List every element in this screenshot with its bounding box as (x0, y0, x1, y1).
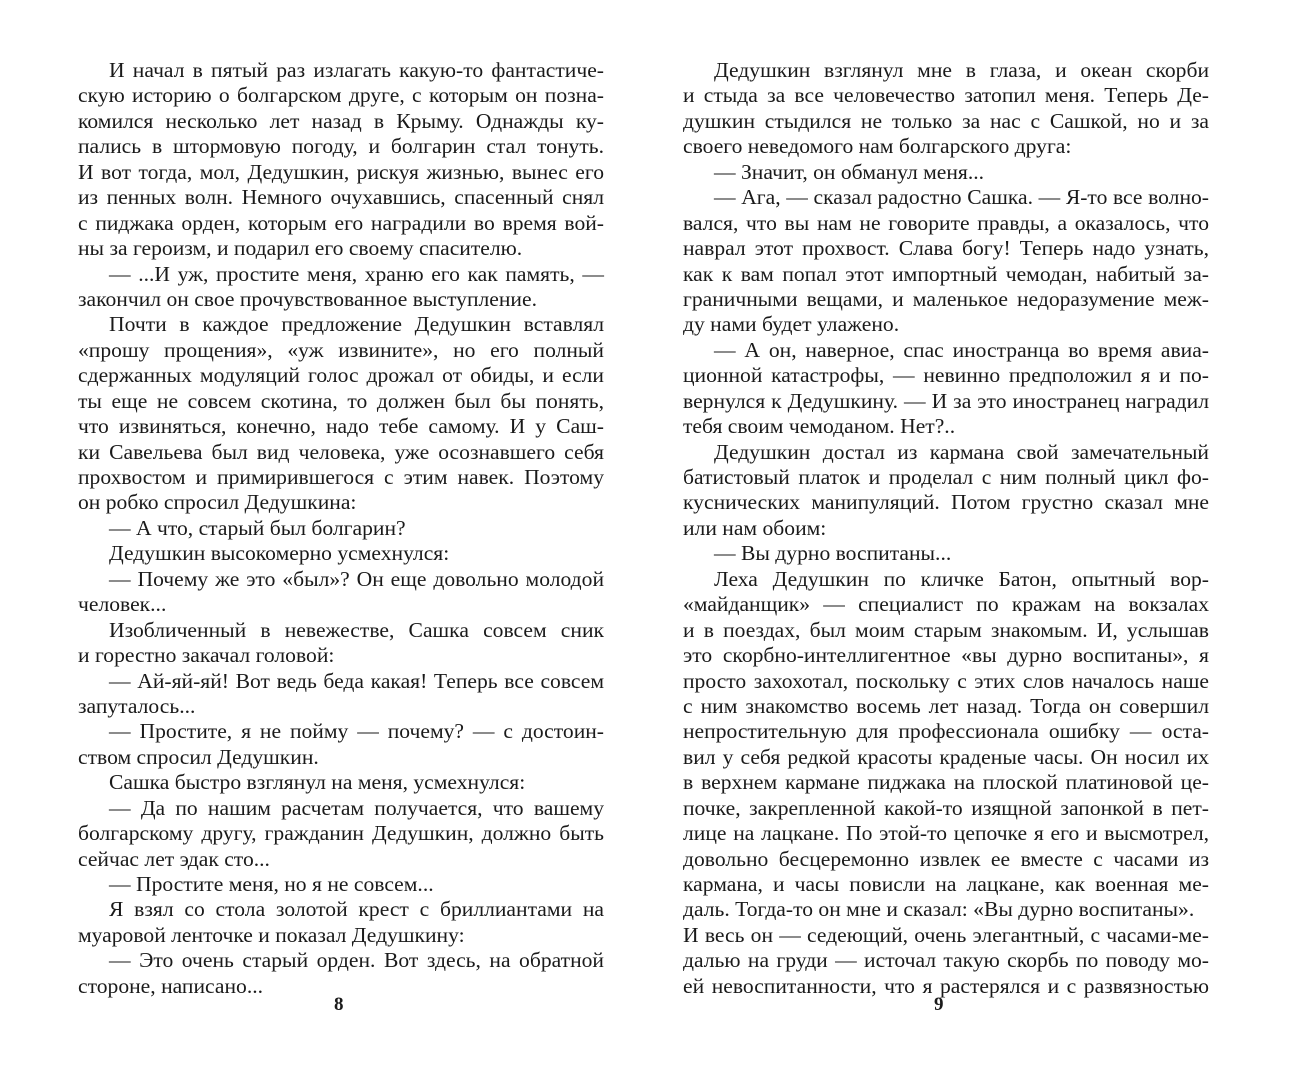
text-line: Почти в каждое предложение Дедушкин вставлял (109, 312, 604, 337)
text-line: как к вам попал этот импортный чемодан, набитый за- (683, 261, 1209, 286)
text-line: вернулся к Дедушкину. — И за это иностранец наградил (683, 388, 1209, 413)
text-line: что извиняться, конечно, надо тебе самому. И у Саш- (78, 414, 604, 439)
text-line: скую историю о болгарском друге, с которым он позна- (78, 83, 604, 108)
text-line: наврал этот прохвост. Слава богу! Теперь надо узнать, (683, 236, 1209, 261)
text-line: куснических манипуляций. Потом грустно сказал мне (683, 490, 1209, 515)
text-line: непростительную для профессионала ошибку — оста- (683, 719, 1209, 744)
page-number-right: 9 (934, 994, 944, 1015)
text-line: — А что, старый был болгарин? (109, 515, 406, 540)
text-line: далью на груди — источал такую скорбь по поводу мо- (683, 948, 1209, 973)
text-line: стороне, написано... (78, 973, 264, 998)
text-line: — Почему же это «был»? Он еще довольно молодой (109, 566, 604, 591)
text-line: сдержанных модуляций голос дрожал от обиды, и если (78, 363, 604, 388)
text-line: или нам обоим: (683, 515, 827, 540)
text-line: сейчас лет эдак сто... (78, 846, 270, 871)
text-line: — Ай-яй-яй! Вот ведь беда какая! Теперь все совсем (109, 668, 604, 693)
text-line: это скорбно-интеллигентное «вы дурно воспитаны», я (683, 643, 1209, 668)
text-line: И весь он — седеющий, очень элегантный, с часами-ме- (683, 922, 1209, 947)
page-number-left: 8 (334, 994, 344, 1015)
text-line: Леха Дедушкин по кличке Батон, опытный вор- (714, 566, 1209, 591)
text-line: Я взял со стола золотой крест с бриллиантами на (109, 897, 604, 922)
text-line: в верхнем кармане пиджака на плоской платиновой це- (683, 770, 1209, 795)
text-line: — Простите меня, но я не совсем... (109, 872, 434, 896)
text-line: батистовый платок и проделал с ним полный цикл фо- (683, 465, 1209, 489)
text-line: и стыда за все человечество затопил меня. Теперь Де- (683, 83, 1209, 108)
text-line: «прошу прощения», «уж извините», но его полный (78, 337, 604, 362)
text-line: пались в штормовую погоду, и болгарин стал тонуть. (78, 134, 604, 159)
left-page (78, 58, 604, 999)
text-line: — Это очень старый орден. Вот здесь, на обратной (109, 948, 604, 973)
text-line: довольно бесцеремонно извлек ее вместе с часами из (683, 846, 1209, 871)
text-line: — Ага, — сказал радостно Сашка. — Я-то все волно- (714, 185, 1209, 210)
text-line: ей невоспитанности, что я растерялся и с развязностью (683, 973, 1209, 998)
text-line: тебя своим чемоданом. Нет?.. (683, 414, 956, 439)
text-line: ционной катастрофы, — невинно предположил я и по- (683, 363, 1209, 388)
text-line: прохвостом и примирившегося с этим навек. Поэтому (78, 465, 604, 489)
text-line: — А он, наверное, спас иностранца во время авиа- (714, 337, 1209, 362)
text-line: ду нами будет улажено. (683, 312, 900, 337)
text-line: «майданщик» — специалист по кражам на вокзалах (683, 592, 1209, 617)
text-line: И начал в пятый раз излагать какую-то фантастиче- (109, 58, 604, 82)
text-line: он робко спросил Дедушкина: (78, 490, 357, 515)
text-line: ны за героизм, и подарил его своему спасителю. (78, 236, 523, 261)
text-line: — Значит, он обманул меня... (714, 159, 985, 184)
text-line: Сашка быстро взглянул на меня, усмехнулся: (109, 770, 526, 795)
text-line: — Вы дурно воспитаны... (714, 541, 952, 566)
text-line: Дедушкин взглянул мне в глаза, и океан скорби (714, 58, 1209, 82)
text-line: своего неведомого нам болгарского друга: (683, 134, 1072, 159)
text-line: с ним знакомство восемь лет назад. Тогда он совершил (683, 693, 1209, 718)
text-line: лице на лацкане. По этой-то цепочке я его и высмотрел, (683, 821, 1209, 846)
text-line: болгарскому другу, гражданин Дедушкин, должно быть (78, 821, 604, 846)
text-line: душкин стыдился не только за нас с Сашкой, но и за (683, 108, 1209, 133)
text-line: И вот тогда, мол, Дедушкин, рискуя жизнью, вынес его (78, 159, 604, 184)
text-line: — ...И уж, простите меня, храню его как память, — (109, 261, 604, 286)
text-line: вил у себя редкой красоты краденые часы. Он носил их (683, 744, 1209, 769)
text-line: Дедушкин достал из кармана свой замечательный (714, 439, 1209, 464)
text-line: с пиджака орден, которым его наградили во время вой- (78, 210, 604, 235)
text-line: закончил он свое прочувствованное выступление. (78, 286, 537, 311)
text-line: и горестно закачал головой: (78, 643, 335, 668)
text-line: почке, закрепленной какой-то изящной запонкой в пет- (683, 795, 1209, 820)
text-line: кармана, и часы повисли на лацкане, как военная ме- (683, 872, 1209, 896)
text-line: из пенных волн. Немного очухавшись, спасенный снял (78, 185, 604, 210)
text-line: запуталось... (78, 693, 196, 718)
text-line: просто захохотал, поскольку с этих слов началось наше (683, 668, 1210, 693)
text-line: человек... (78, 592, 167, 617)
text-line: — Да по нашим расчетам получается, что вашему (109, 795, 604, 820)
text-line: вался, что вы нам не говорите правды, а оказалось, что (683, 210, 1209, 235)
text-line: даль. Тогда-то он мне и сказал: «Вы дурно воспитаны». (683, 897, 1195, 922)
right-page (683, 58, 1209, 999)
text-line: ты еще не совсем скотина, то должен был бы понять, (78, 388, 604, 413)
text-line: — Простите, я не пойму — почему? — с достоин- (109, 719, 604, 744)
text-line: Изобличенный в невежестве, Сашка совсем сник (109, 617, 604, 642)
text-line: муаровой ленточке и показал Дедушкину: (78, 922, 465, 947)
text-line: Дедушкин высокомерно усмехнулся: (109, 541, 450, 566)
text-line: комился несколько лет назад в Крыму. Однажды ку- (78, 108, 604, 133)
text-line: и в поездах, был моим старым знакомым. И, услышав (683, 617, 1209, 642)
text-line: ством спросил Дедушкин. (78, 744, 319, 769)
text-line: граничными вещами, и маленькое недоразумение меж- (683, 286, 1209, 311)
text-line: ки Савельева был вид человека, уже осознавшего себя (78, 439, 604, 464)
